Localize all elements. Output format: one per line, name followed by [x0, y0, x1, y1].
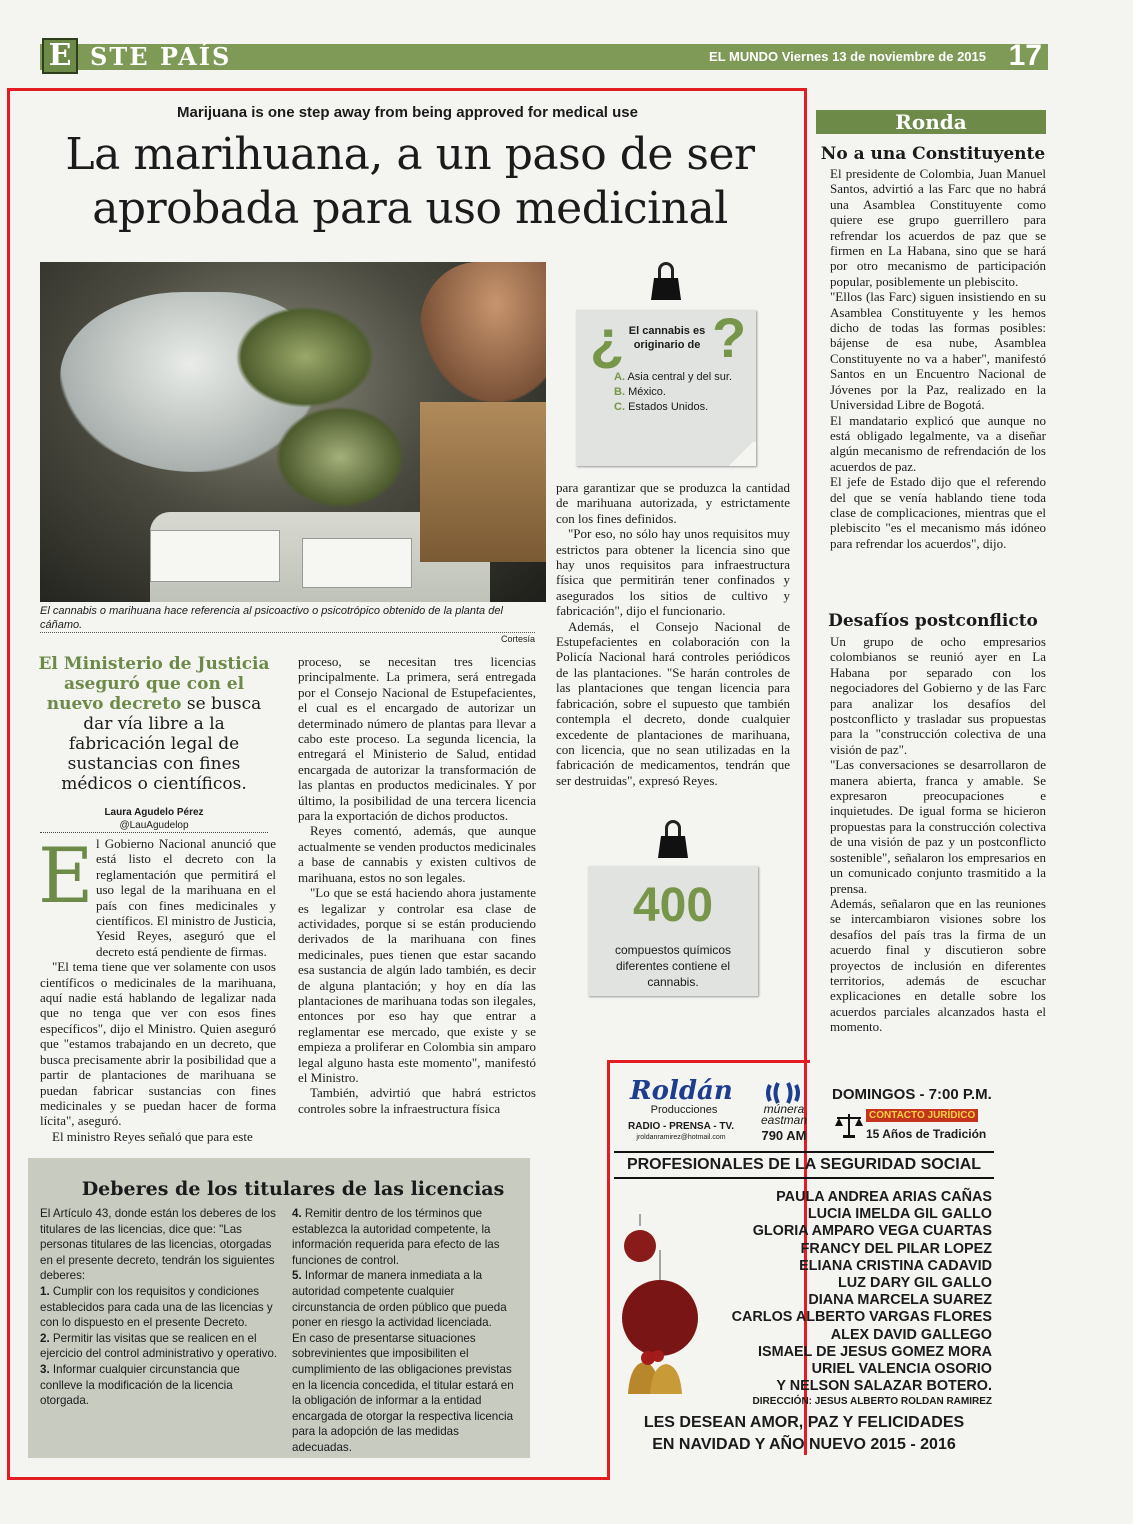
- edition-date: EL MUNDO Viernes 13 de noviembre de 2015: [709, 49, 986, 64]
- photo-credit: Cortesía: [500, 634, 535, 644]
- paragraph: "Por eso, no sólo hay unos requisitos muy estrictos para obtener la licencia sino que hay unos requisitos para infraestructura física que permitirán tener confinados y asegurados los sitios de cultivo y fabricación", dijo el funcionario.: [556, 526, 790, 619]
- deberes-column-1: [40, 1206, 278, 1409]
- paragraph: Además, el Consejo Nacional de Estupefacientes en colaboración con la Policía Nacional hará controles periódicos de las plantaciones. "Se harán controles de las plantaciones que tengan licencia para fabricación, sobre el supuesto que también contempla el decreto, donde cualquier excedente de plantaciones de marihuana, con licencia, que no sean utilizadas en la fabricación de medicamentos, tendrán que ser destruidas", expresó Reyes.: [556, 618, 790, 788]
- highlight-frame-right: [607, 1060, 610, 1480]
- paragraph: Un grupo de ocho empresarios colombianos se reunió ayer en La Habana por separado con los negociadores del Gobierno y de las Farc para analizar los desafíos del postconflicto y trasladar sus propuestas para la "construcción colectiva de una visión de paz".: [830, 634, 1046, 757]
- ad-director: DIRECCIÓN: JESUS ALBERTO ROLDAN RAMIREZ: [752, 1396, 992, 1408]
- list-item: CARLOS ALBERTO VARGAS FLORES: [731, 1309, 992, 1326]
- paragraph: Reyes comentó, además, que aunque actualmente se venden productos medicinales a base de cannabis y existen cultivos de marihuana, estos no son legales.: [298, 823, 536, 885]
- page-number: 17: [1008, 39, 1042, 72]
- ronda-heading-2: Desafíos postconflicto: [828, 611, 1038, 631]
- list-item: LUZ DARY GIL GALLO: [837, 1275, 992, 1292]
- list-item: ISMAEL DE JESUS GOMEZ MORA: [757, 1343, 992, 1360]
- bag-label: [302, 538, 412, 588]
- quiz-option-c: C. Estados Unidos.: [614, 401, 709, 413]
- program-name: CONTACTO JURÍDICO: [866, 1109, 978, 1122]
- contact-email: jroldanramirez@hotmail.com: [636, 1134, 726, 1141]
- highlight-frame-bottom: [7, 1477, 610, 1480]
- deberes-intro: El Artículo 43, donde están los deberes de los titulares de las licencias, dice que: "Las personas titulares de las licencias, otorgadas en el presente decreto, tendrán los siguientes deberes:: [40, 1207, 276, 1283]
- deberes-item-5: 5. Informar de manera inmediata a la autoridad competente cualquier circunstancia de orden público que pueda poner en riesgo la actividad licenciada.: [292, 1269, 507, 1330]
- list-item: ELIANA CRISTINA CADAVID: [799, 1257, 992, 1274]
- stat-number: 400: [632, 879, 714, 932]
- deberes-item-2: 2. Permitir las visitas que se realicen en el ejercicio del control administrativo y operativo.: [40, 1331, 278, 1361]
- list-item: URIEL VALENCIA OSORIO: [811, 1361, 992, 1378]
- headline: [20, 128, 800, 236]
- deberes-title: Deberes de los titulares de las licencias: [81, 1178, 505, 1200]
- paragraph: l Gobierno Nacional anunció que está listo el decreto con la reglamentación que permitirá el uso legal de la marihuana en el país con fines medicinales y científicos. El ministro de Justicia, Yesid Reyes, aseguró que el decreto está pendiente de firmas.: [96, 836, 276, 959]
- paper-box: [420, 402, 546, 562]
- masthead: [40, 38, 1048, 74]
- inverted-question-mark: ¿: [590, 308, 625, 371]
- headline-line-1: La marihuana, a un paso de ser: [65, 129, 755, 180]
- list-item: GLORIA AMPARO VEGA CUARTAS: [752, 1223, 992, 1240]
- photo-caption: El cannabis o marihuana hace referencia al psicoactivo o psicotrópico obtenido de la planta del cáñamo.: [40, 605, 503, 631]
- station-name: múnera eastman: [760, 1102, 808, 1127]
- article-column-1: [38, 831, 276, 1146]
- holiday-greeting: LES DESEAN AMOR, PAZ Y FELICIDADES EN NAVIDAD Y AÑO NUEVO 2015 - 2016: [643, 1414, 965, 1453]
- media-list: RADIO - PRENSA - TV.: [628, 1121, 734, 1132]
- article-column-2: [298, 654, 536, 1144]
- paragraph: "Las conversaciones se desarrollaron de manera abierta, franca y amable. Se expresaron preocupaciones e inquietudes. De igual forma se hicieron propuestas para la construcción colectiva de una visión de paz y un postconflicto sostenible", señalaron los empresarios en un comunicado conjunto trasmitido a la prensa.: [830, 757, 1046, 896]
- paragraph: El presidente de Colombia, Juan Manuel Santos, advirtió a las Farc que no habrá una Asamblea Constituyente como quiere ese grupo guerrillero para refrendar los acuerdos de paz que se firmen en La Habana, sino que se hará por otro mecanismo de participación popular, posiblemente un plebiscito.: [830, 166, 1046, 289]
- list-item: ALEX DAVID GALLEGO: [830, 1326, 992, 1343]
- list-item: Y NELSON SALAZAR BOTERO.: [776, 1378, 992, 1395]
- bag-label: [150, 530, 280, 582]
- author-handle: @LauAgudelop: [119, 820, 189, 831]
- highlight-frame-step: [607, 1060, 810, 1063]
- byline: [40, 806, 268, 832]
- headline-line-2: aprobada para uso medicinal: [92, 183, 728, 234]
- paragraph: El jefe de Estado dijo que el referendo del que se venía hablando tiene toda clase de complicaciones, mientras que el plebiscito "es el mecanismo más idóneo para refrendar los acuerdos", dijo.: [830, 474, 1046, 551]
- binder-clip-icon: [658, 820, 688, 860]
- quiz-option-b: B. México.: [614, 386, 666, 398]
- professionals-list: [680, 1189, 992, 1409]
- broadcast-schedule: DOMINGOS - 7:00 P.M.: [832, 1086, 992, 1103]
- quiz-question: El cannabis es originario de: [628, 325, 706, 351]
- program-tagline: 15 Años de Tradición: [866, 1127, 987, 1141]
- deberes-item-1: 1. Cumplir con los requisitos y condiciones establecidos para cada una de las licencias y con lo dispuesto en el presente Decreto.: [40, 1284, 273, 1330]
- paragraph: para garantizar que se produzca la cantidad de marihuana autorizada, y estrictamente con los fines definidos.: [556, 480, 790, 526]
- quiz-option-a: A. Asia central y del sur.: [614, 371, 733, 383]
- ronda-heading-1: No a una Constituyente: [820, 144, 1046, 164]
- section-initial: E: [42, 38, 78, 74]
- cannabis-bag: [270, 402, 410, 512]
- section-name: STE PAÍS: [90, 42, 232, 71]
- deberes-column-2: [292, 1206, 518, 1456]
- paragraph: También, advirtió que habrá estrictos controles sobre la infraestructura física: [298, 1085, 536, 1116]
- ronda-story-1: [830, 166, 1046, 551]
- paragraph: "Ellos (las Farc) siguen insistiendo en su Asamblea Constituyente y les hemos dicho de todas las formas posibles: bájense de esa nube, Asamblea Constituyente no va a haber", manifestó Santos en un Encuentro Nacional de Jóvenes por la Paz, realizado en la Universidad Libre de Bogotá.: [830, 289, 1046, 413]
- list-item: DIANA MARCELA SUAREZ: [808, 1292, 992, 1309]
- roldan-logo: Roldán: [630, 1076, 733, 1106]
- caption-rule: [40, 632, 535, 633]
- binder-clip-icon: [651, 262, 681, 302]
- paragraph: "El tema tiene que ver solamente con usos científicos o medicinales de la marihuana, aquí nadie está hablando de legalizar nada que no tenga que ver con esos fines específicos", dijo el Ministro. Quien aseguró que "estamos trabajando en un decreto, que busca precisamente abrir la posibilidad que a partir de plantaciones de marihuana se puedan fabricar sustancias con fines medicinales y se puedan hacer de forma lícita", aseguró.: [40, 959, 276, 1129]
- ad-banner: PROFESIONALES DE LA SEGURIDAD SOCIAL: [614, 1151, 994, 1179]
- roldan-subtitle: Producciones: [650, 1104, 718, 1116]
- deberes-item-3: 3. Informar cualquier circunstancia que conlleve la modificación de la licencia otorgada.: [40, 1362, 240, 1408]
- paragraph: Además, señalaron que en las reuniones se intercambiaron visiones sobre los desafíos del país tras la firma de un acuerdo final y discutieron sobre proyectos de inclusión en diferentes territorios, además de escuchar explicaciones en detalle sobre los acuerdos parciales alcanzados hasta el momento.: [830, 895, 1046, 1035]
- hand: [420, 262, 546, 402]
- ronda-story-2: [830, 634, 1046, 1035]
- deberes-item-4: 4. Remitir dentro de los términos que establezca la autoridad competente, la información requerida para efecto de las funciones de control.: [292, 1207, 500, 1267]
- article-column-3: [556, 480, 790, 820]
- paragraph: "Lo que se está haciendo ahora justamente es legalizar y controlar esa clase de actividades, porque si se están produciendo derivados de la marihuana con fines medicinales, pues tienen que estar sacando esa sustancia de algún lado también, es decir de alguna plantación; y hoy en día las plantaciones de marihuana todas son ilegales, entonces por eso hay que entrar a reglamentar ese mercado, que existe y se empieza a proliferar en Colombia sin amparo legal alguno hasta este momento", manifestó el Ministro.: [298, 885, 536, 1085]
- author-name: Laura Agudelo Pérez: [104, 807, 204, 818]
- ronda-header: Ronda: [816, 110, 1046, 134]
- stat-text: compuestos químicos diferentes contiene el cannabis.: [614, 943, 732, 989]
- paragraph: proceso, se necesitan tres licencias principalmente. La primera, será entregada por el Consejo Nacional de Estupefacientes, el cual es el encargado de autorizar un determinado número de plantas para llevar a cabo este proceso. La segunda licencia, la entregará el Ministerio de Salud, entidad encargada de autorizar la transformación de las plantas en productos medicinales. Y por último, la posibilidad de una tercera licencia para la exportación de dichos productos.: [298, 654, 536, 824]
- scales-of-justice-icon: [834, 1110, 864, 1140]
- deberes-closing: En caso de presentarse situaciones sobrevinientes que imposibiliten el cumplimiento de las obligaciones previstas en la licencia concedida, el titular estará en la obligación de informar a la entidad encargada de otorgar la respectiva licencia para la adopción de las medidas adecuadas.: [292, 1331, 514, 1454]
- cannabis-bag: [230, 302, 380, 412]
- list-item: FRANCY DEL PILAR LOPEZ: [800, 1240, 992, 1257]
- english-subtitle: Marijuana is one step away from being approved for medical use: [177, 104, 638, 121]
- highlight-frame-left: [7, 1455, 10, 1480]
- list-item: LUCIA IMELDA GIL GALLO: [807, 1206, 992, 1223]
- paragraph: El ministro Reyes señaló que para este: [52, 1128, 253, 1144]
- list-item: PAULA ANDREA ARIAS CAÑAS: [776, 1189, 992, 1205]
- drop-cap: E: [38, 831, 94, 920]
- quiz-options: [614, 370, 754, 415]
- station-frequency: 790 AM: [761, 1128, 807, 1143]
- paragraph: El mandatario explicó que aunque no está obligado legalmente, va a diseñar algún mecanismo de refrendación de los acuerdos de paz.: [830, 412, 1046, 474]
- question-mark: ?: [712, 306, 747, 369]
- cannabis-photo: [40, 262, 546, 602]
- lede: El Ministerio de Justicia aseguró que con el nuevo decreto se busca dar vía libre a la fabricación legal de sustancias con fines médicos o científicos.: [38, 654, 270, 794]
